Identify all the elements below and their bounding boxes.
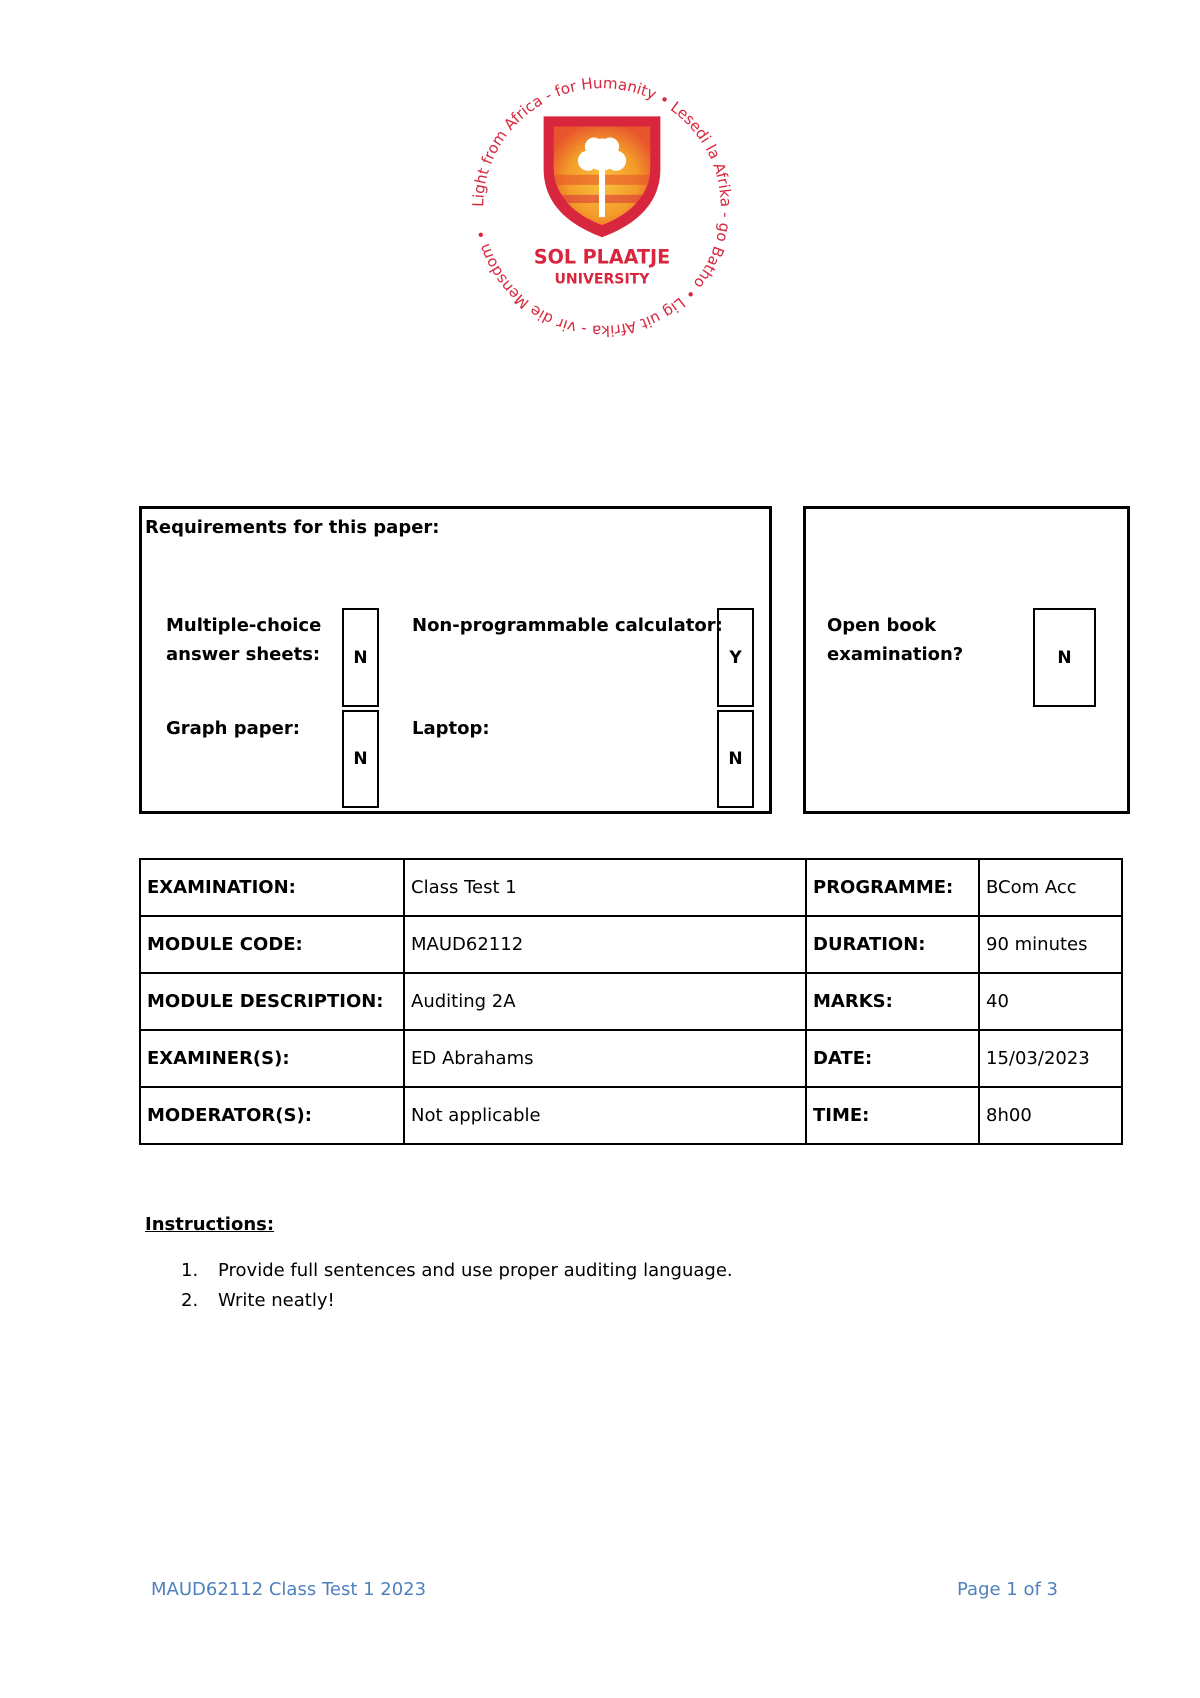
module-code-value: MAUD62112 xyxy=(404,916,806,973)
open-book-label-line-1: Open book xyxy=(827,615,937,636)
module-description-value: Auditing 2A xyxy=(404,973,806,1030)
mcq-answer-box: N xyxy=(342,608,379,707)
date-key: DATE: xyxy=(806,1030,979,1087)
table-row xyxy=(140,1087,1122,1144)
table-row xyxy=(140,859,1122,916)
module-description-key: MODULE DESCRIPTION: xyxy=(140,973,404,1030)
mcq-label-line-1: Multiple-choice xyxy=(166,615,322,636)
requirements-box xyxy=(139,506,772,814)
open-book-box xyxy=(803,506,1130,814)
footer-document-title: MAUD62112 Class Test 1 2023 xyxy=(151,1579,427,1600)
footer-page-number: Page 1 of 3 xyxy=(957,1579,1058,1600)
examiner-value: ED Abrahams xyxy=(404,1030,806,1087)
university-logo xyxy=(451,56,753,358)
exam-info-table xyxy=(139,858,1123,1145)
open-book-answer-box: N xyxy=(1033,608,1096,707)
instructions-heading: Instructions: xyxy=(145,1214,275,1235)
graph-paper-answer-box: N xyxy=(342,710,379,808)
examination-value: Class Test 1 xyxy=(404,859,806,916)
logo-name-line-1: SOL PLAATJE xyxy=(533,245,671,269)
programme-key: PROGRAMME: xyxy=(806,859,979,916)
instruction-number: 1. xyxy=(181,1260,199,1281)
requirements-title: Requirements for this paper: xyxy=(145,517,440,538)
examination-key: EXAMINATION: xyxy=(140,859,404,916)
marks-key: MARKS: xyxy=(806,973,979,1030)
table-row xyxy=(140,1030,1122,1087)
marks-value: 40 xyxy=(979,973,1122,1030)
logo-name-line-2: UNIVERSITY xyxy=(554,271,650,288)
open-book-label-line-2: examination? xyxy=(827,644,964,665)
table-row xyxy=(140,916,1122,973)
laptop-label: Laptop: xyxy=(412,718,490,739)
logo-ring-text: Light from Africa - for Humanity • Lesedi la Afrika - go Batho • Lig uit Afrika - vir die Mensdom • xyxy=(469,73,735,340)
duration-key: DURATION: xyxy=(806,916,979,973)
table-row xyxy=(140,973,1122,1030)
instruction-item: Write neatly! xyxy=(218,1290,335,1311)
graph-paper-label: Graph paper: xyxy=(166,718,300,739)
time-value: 8h00 xyxy=(979,1087,1122,1144)
instruction-number: 2. xyxy=(181,1290,199,1311)
calculator-label: Non-programmable calculator: xyxy=(412,615,723,636)
date-value: 15/03/2023 xyxy=(979,1030,1122,1087)
examiner-key: EXAMINER(S): xyxy=(140,1030,404,1087)
module-code-key: MODULE CODE: xyxy=(140,916,404,973)
mcq-label-line-2: answer sheets: xyxy=(166,644,321,665)
instruction-item: Provide full sentences and use proper auditing language. xyxy=(218,1260,733,1281)
duration-value: 90 minutes xyxy=(979,916,1122,973)
moderator-value: Not applicable xyxy=(404,1087,806,1144)
laptop-answer-box: N xyxy=(717,710,754,808)
time-key: TIME: xyxy=(806,1087,979,1144)
calculator-answer-box: Y xyxy=(717,608,754,707)
programme-value: BCom Acc xyxy=(979,859,1122,916)
moderator-key: MODERATOR(S): xyxy=(140,1087,404,1144)
